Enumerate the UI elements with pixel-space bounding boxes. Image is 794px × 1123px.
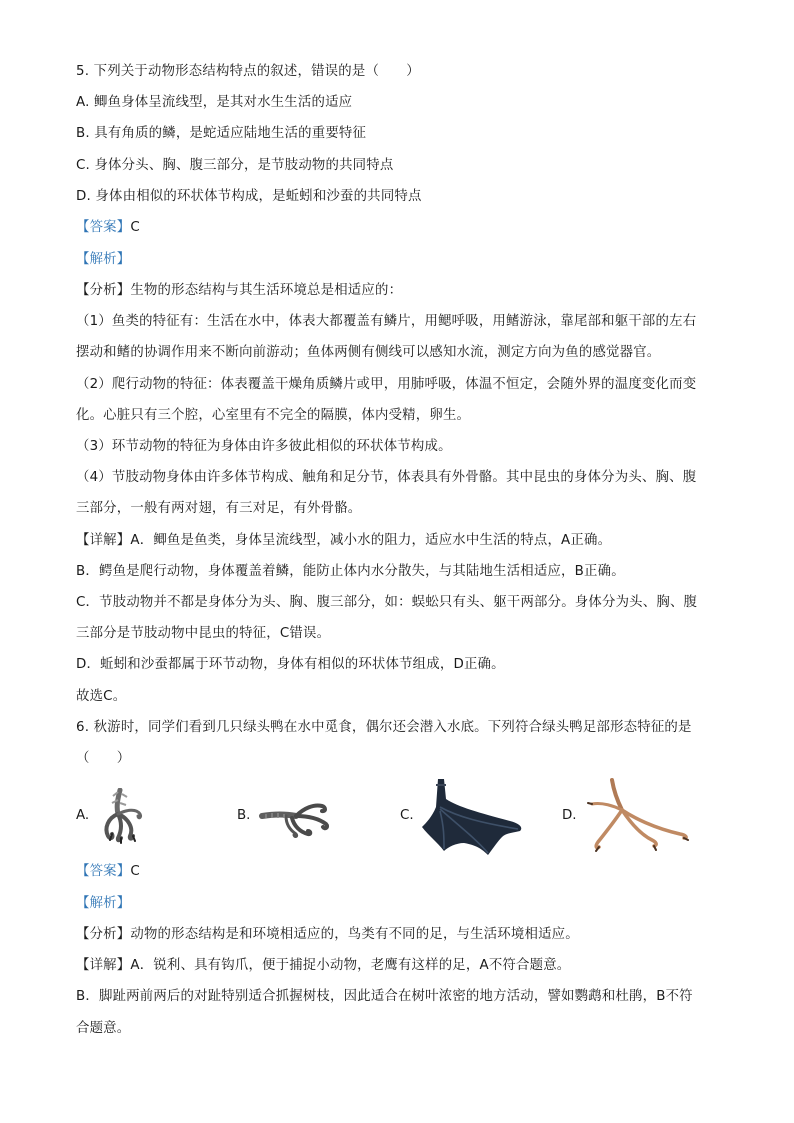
q5-explanation-line: （1）鱼类的特征有：生活在水中，体表大都覆盖有鳞片，用鳃呼吸，用鳍游泳，靠尾部和躯干部的左右 xyxy=(76,314,697,329)
eagle-talon-foot-image xyxy=(96,788,152,844)
q6-explanation-line: 【分析】动物的形态结构是和环境相适应的，鸟类有不同的足，与生活环境相适应。 xyxy=(76,927,579,942)
q5-answer-line xyxy=(76,218,726,238)
q5-explanation-line: 三部分是节肢动物中昆虫的特征，C错误。 xyxy=(76,626,331,641)
q6-analysis-tag: 【解析】 xyxy=(76,896,131,911)
q6-stem-line2: （ ） xyxy=(76,751,131,766)
q5-answer: C xyxy=(130,220,140,235)
q5-option-b: B. 具有角质的鳞，是蛇适应陆地生活的重要特征 xyxy=(76,126,367,141)
q5-option-c: C. 身体分头、胸、腹三部分，是节肢动物的共同特点 xyxy=(76,158,394,173)
q5-explanation-line: B．鳄鱼是爬行动物，身体覆盖着鳞，能防止体内水分散失，与其陆地生活相适应，B正确。 xyxy=(76,564,625,579)
q6-answer: C xyxy=(130,864,140,879)
q5-explanation-line: 故选C。 xyxy=(76,689,127,704)
q5-option-a: A. 鲫鱼身体呈流线型，是其对水生生活的适应 xyxy=(76,95,353,110)
q6-option-d-label: D. xyxy=(562,808,577,823)
q5-option-d: D. 身体由相似的环状体节构成，是蚯蚓和沙蚕的共同特点 xyxy=(76,189,422,204)
q6-option-c-label: C. xyxy=(400,808,414,823)
q6-answer-line xyxy=(76,862,726,882)
webbed-duck-foot-image xyxy=(418,777,530,859)
q5-explanation-line: D．蚯蚓和沙蚕都属于环节动物，身体有相似的环状体节组成，D正确。 xyxy=(76,657,505,672)
q5-explanation-line: 化。心脏只有三个腔，心室里有不完全的隔膜，体内受精，卵生。 xyxy=(76,408,471,423)
q5-explanation-line: 【分析】生物的形态结构与其生活环境总是相适应的： xyxy=(76,283,403,298)
q6-explanation-line: 【详解】A．锐利、具有钩爪，便于捕捉小动物，老鹰有这样的足，A不符合题意。 xyxy=(76,958,571,973)
parrot-foot-image xyxy=(256,794,334,838)
q5-explanation-line: 摆动和鳍的协调作用来不断向前游动；鱼体两侧有侧线可以感知水流，测定方向为鱼的感觉器官。 xyxy=(76,345,661,360)
q6-option-b-label: B. xyxy=(237,808,251,823)
q5-answer-tag: 【答案】 xyxy=(76,220,131,235)
q6-answer-tag: 【答案】 xyxy=(76,864,131,879)
q6-explanation-line: B．脚趾两前两后的对趾特别适合抓握树枝，因此适合在树叶浓密的地方活动，譬如鹦鹉和杜鹃，B不符 xyxy=(76,989,693,1004)
q5-explanation-line: 三部分，一般有两对翅，有三对足，有外骨骼。 xyxy=(76,501,362,516)
q6-explanation-line: 合题意。 xyxy=(76,1021,131,1036)
q5-explanation-line: （3）环节动物的特征为身体由许多彼此相似的环状体节构成。 xyxy=(76,439,452,454)
q5-explanation-line: C．节肢动物并不都是身体分为头、胸、腹三部分，如：蜈蚣只有头、躯干两部分。身体分为头、胸、腹 xyxy=(76,595,698,610)
q6-stem-line1: 6. 秋游时，同学们看到几只绿头鸭在水中觅食，偶尔还会潜入水底。下列符合绿头鸭足部形态特征的是 xyxy=(76,720,692,735)
q5-explanation-line: （2）爬行动物的特征：体表覆盖干燥角质鳞片或甲，用肺呼吸，体温不恒定，会随外界的温度变化而变 xyxy=(76,377,697,392)
q5-analysis-tag: 【解析】 xyxy=(76,252,131,267)
q6-option-a-label: A. xyxy=(76,808,90,823)
q5-explanation-line: （4）节肢动物身体由许多体节构成、触角和足分节，体表具有外骨骼。其中昆虫的身体分为头、胸、腹 xyxy=(76,470,697,485)
q5-explanation-line: 【详解】A．鲫鱼是鱼类，身体呈流线型，减小水的阻力，适应水中生活的特点，A正确。 xyxy=(76,533,612,548)
q5-stem: 5. 下列关于动物形态结构特点的叙述，错误的是（ ） xyxy=(76,64,420,79)
chicken-foot-image xyxy=(584,776,694,854)
